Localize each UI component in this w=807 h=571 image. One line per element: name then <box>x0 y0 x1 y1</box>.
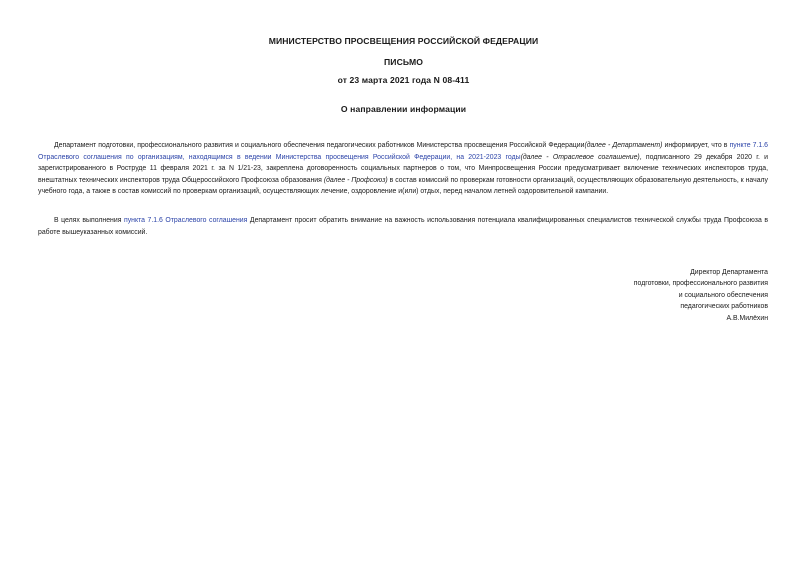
paragraph-2-text-2: Департамент просит обратить внимание на важность использования потенциала квалифицированных специалистов технической службы труда Профсоюза в работе вышеуказанных комиссий. <box>38 217 768 236</box>
signature-title-line-2: подготовки, профессионального развития <box>633 280 768 288</box>
paragraph-2-text-1: В целях выполнения <box>54 217 124 224</box>
paragraph-1-text-4: в состав комиссий по проверкам готовности организаций, осуществляющих образовательную деятельность, к началу учебного года, а также в состав комиссий по проверкам организаций, осуществляющих лечение, оздоровление и(или) отдых, перед началом летней оздоровительной кампании. <box>38 176 768 196</box>
agreement-clause-short-link[interactable]: пункта 7.1.6 Отраслевого соглашения <box>124 217 248 224</box>
signatory-name: А.В.Милёхин <box>726 314 768 322</box>
signature-title-line-3: и социального обеспечения <box>678 291 768 299</box>
signature-block <box>560 267 768 324</box>
subject-heading: О направлении информации <box>340 104 467 114</box>
date-number-heading: от 23 марта 2021 года N 08-411 <box>337 75 470 85</box>
paragraph-1-text-1: Департамент подготовки, профессионального развития и социального обеспечения педагогических работников Министерства просвещения Российской Федерации <box>54 142 585 149</box>
paragraph-1-note-agreement: (далее - Отраслевое соглашение) <box>520 153 640 161</box>
paragraph-1 <box>38 140 768 198</box>
signature-title-line-1: Директор Департамента <box>690 269 768 276</box>
document-type-heading: ПИСЬМО <box>384 57 423 67</box>
paragraph-2 <box>38 215 768 238</box>
paragraph-1-note-department: (далее - Департамент) <box>584 142 663 149</box>
ministry-heading: МИНИСТЕРСТВО ПРОСВЕЩЕНИЯ РОССИЙСКОЙ ФЕДЕРАЦИИ <box>268 36 539 46</box>
paragraph-1-text-3: , подписанного 29 декабря 2020 г. и зарегистрированного в Роструде 11 февраля 2021 г. за N 1/21-23, закреплена договоренность социальных партнеров о том, что Минпросвещения России предусматривает включение технических инспекторов труда, внештатных технических инспекторов труда Общероссийского Профсоюза образования <box>38 153 768 184</box>
agreement-clause-link[interactable]: пункте 7.1.6 Отраслевого соглашения по организациям, находящимся в ведении Министерства просвещения Российской Федерации, на 2021-2023 годы <box>38 142 768 161</box>
signature-title-line-4: педагогических работников <box>680 303 768 311</box>
paragraph-1-text-2: информирует, что в <box>662 142 730 149</box>
paragraph-1-note-union: (далее - Профсоюз) <box>323 176 388 184</box>
